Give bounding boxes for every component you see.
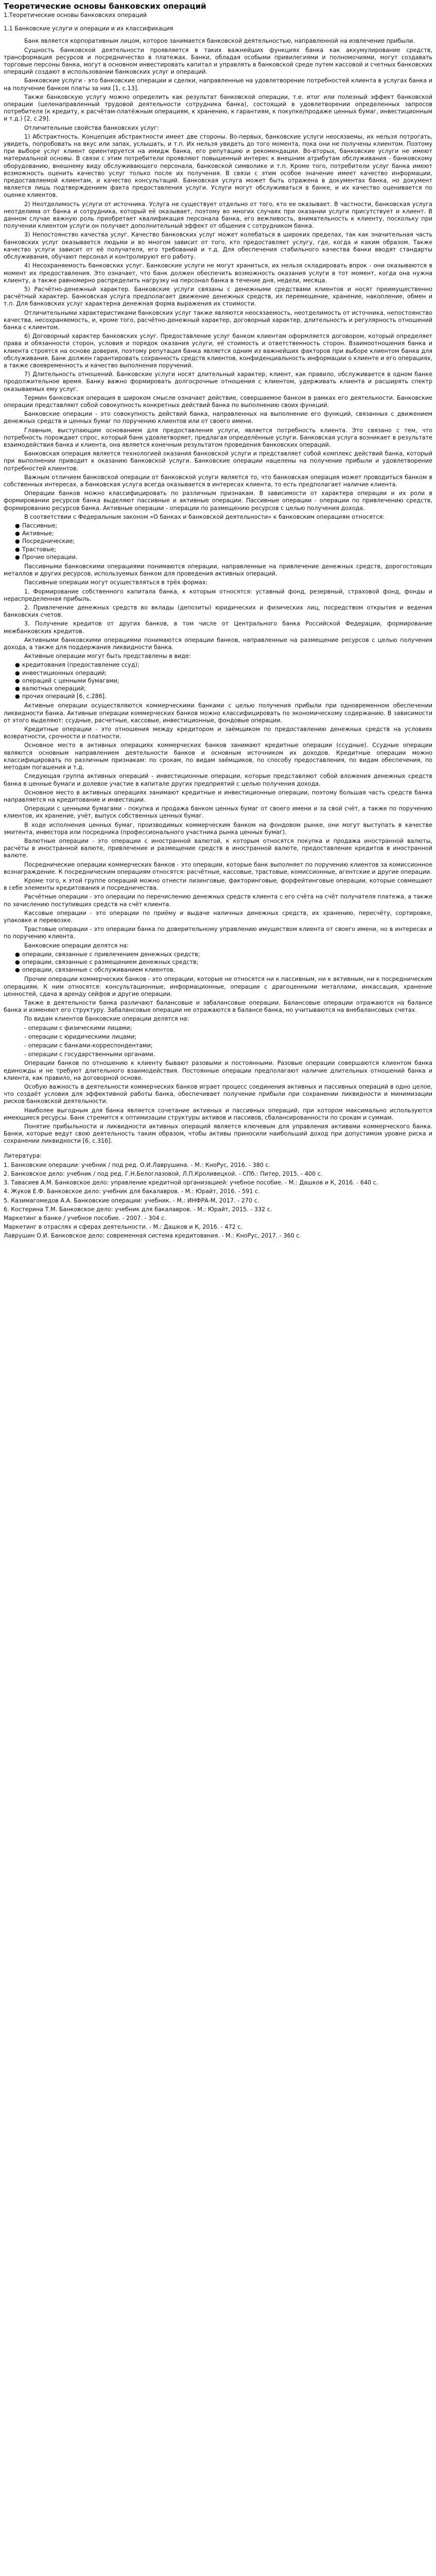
document: [0, 0, 436, 1252]
literature-extra-item: Маркетинг в отраслях и сферах деятельности. - М.: Дашков и К, 2016. - 472 с.: [4, 1224, 243, 1231]
paragraph: Прочие операции коммерческих банков - это операции, которые не относятся ни к пассивным, ни к активным, ни к посредническим операциям. К ним относятся: консультационные, информационные, операции с драгоценными металлами, инкассация, хранение ценностей, сдача в аренду сейфов и другие операции.: [4, 976, 432, 997]
paragraph: 2. Привлечение денежных средств во вклады (депозиты) юридических и физических лиц, посредством открытия и ведения банковских счетов.: [4, 604, 432, 619]
bullet-list: [4, 951, 432, 974]
paragraph: Банк является корпоративным лицом, которое занимается банковской деятельностью, направленной на извлечение прибыли.: [24, 38, 415, 45]
paragraph: Активные операции осуществляются коммерческими банками с целью получения прибыли при одновременном обеспечении ликвидности банка. Активные операции коммерческих банков можно классифицировать по экономическому содержанию. В зависимости от этого выделяют: ссудные, расчетные, кассовые, инвестиционные, фондовые операции.: [4, 702, 432, 724]
paragraph: По видам клиентов банковские операции делятся на:: [24, 1015, 189, 1023]
paragraph: 7) Длительность отношений. Банковские услуги носят длительный характер, клиент, как правило, обслуживается в одном банке продолжительное время. Банку важно формировать долгосрочные отношения с клиентом, удерживать клиента и расширять спектр оказываемых ему услуг.: [4, 371, 432, 393]
paragraph: 6) Договорный характер банковских услуг. Предоставление услуг банком клиентам оформляется договором, который определяет права и обязанности сторон, условия и порядок оказания услуги, её стоимость и ответственность сторон. Взаимоотношения банка и клиента строятся на основе доверия, поэтому репутация банка является одним из важнейших факторов при выборе клиентом банка для обслуживания. Банк должен гарантировать сохранность средств клиентов, конфиденциальность информации о клиенте и его операциях, а также своевременность и качество выполнения поручений.: [4, 333, 432, 369]
list-item: [15, 967, 432, 974]
paragraph: Кассовые операции - это операции по приёму и выдаче наличных денежных средств, их хранению, пересчёту, сортировке, упаковке и перевозке.: [4, 909, 432, 924]
paragraph: Банковская операция является технологией оказания банковской услуги и представляет собой комплекс действий банка, который при выполнении приводит к оказанию банковской услуги. Банковские операции нацелены на получение прибыли и удовлетворение потребностей клиентов.: [4, 450, 432, 472]
list-item: [15, 662, 432, 669]
bullet-icon: ●: [15, 958, 20, 965]
paragraph: Валютные операции - это операции с иностранной валютой, к которым относятся покупка и продажа иностранной валюты, расчёты в иностранной валюте, привлечение и размещение средств в иностранной валюте, предоставление кредитов в иностранной валюте.: [4, 837, 432, 859]
list-item-text: операций с ценными бумагами;: [22, 677, 119, 684]
literature-extra: [4, 1215, 432, 1240]
paragraph: Важным отличием банковской операции от банковской услуги является то, что банковская операция может проводиться банком в собственных интересах, а банковская услуга всегда оказывается в интересах клиента, то есть предполагает наличие клиента.: [4, 473, 432, 488]
bullet-icon: ●: [15, 693, 20, 700]
literature-item: 4. Жуков Е.Ф. Банковское дело: учебник для бакалавров. - М.: Юрайт, 2016. - 591 с.: [4, 1188, 260, 1195]
literature-heading: Литература:: [4, 1152, 42, 1159]
paragraph: Посреднические операции коммерческих банков - это операции, которые банк выполняет по поручению клиентов за комиссионное вознаграждение. К посредническим операциям относятся: расчётные, кассовые, трастовые, комиссионные, агентские и другие операции.: [4, 861, 432, 875]
list-item-text: кредитования (предоставление ссуд);: [22, 662, 139, 669]
paragraph: 2) Неотделимость услуги от источника. Услуга не существует отдельно от того, кто ее оказывает. В частности, банковская услуга неотделима от банка и сотрудника, который её оказывает, поэтому во многих случаях при оказании услуги присутствует и клиент. В данном случае важную роль приобретает квалификация персонала банка, его вежливость, внимательность к клиенту, поскольку при получении клиентом услуги он получает дополнительный эффект от общения с сотрудником банка.: [4, 200, 432, 230]
list-item-text: инвестиционных операций;: [22, 669, 107, 676]
bullet-icon: ●: [15, 669, 20, 676]
paragraph: Банковские операции - это совокупность действий банка, направленных на выполнение его функций, связанных с движением денежных средств и ценных бумаг по поручению клиентов или от своего имени.: [4, 411, 432, 425]
paragraph: Расчётные операции - это операции по перечислению денежных средств клиента с его счёта на счёт получателя платежа, а также по зачислению поступивших средств на счёт клиента.: [4, 893, 432, 908]
paragraph: Термин банковская операция в широком смысле означает действие, совершаемое банком в рамках его деятельности. Банковские операции представляют собой совокупность конкретных действий банка по выполнению своих функций.: [4, 394, 432, 409]
list-item-text: Трастовые;: [22, 546, 57, 553]
paragraph: Следующая группа активных операций - инвестиционные операции, которые представляют собой вложения денежных средств банка в ценные бумаги и долевое участие в капитале других предприятий с целью получения дохода.: [4, 773, 432, 787]
list-item-text: операции, связанные с размещением денежных средств;: [22, 958, 199, 965]
list-item: [15, 530, 432, 537]
list-item: [15, 677, 432, 685]
paragraph: Кредитные операции - это отношения между кредитором и заёмщиком по предоставлению денежных средств на условиях возвратности, срочности и платности.: [4, 726, 432, 740]
list-item-text: Посреднические;: [22, 538, 75, 545]
paragraph: Особую важность в деятельности коммерческих банков играет процесс соединения активных и пассивных операций в одно целое, что создаёт условия для эффективной работы банка, обеспечивает получение прибыли при сохранении ликвидности и минимизации рисков банковской деятельности.: [4, 1083, 432, 1105]
bullet-icon: ●: [15, 951, 20, 958]
literature-extra-item: Маркетинг в банке / учебное пособие. - 2007. - 304 с.: [4, 1215, 166, 1222]
paragraph: Банковские операции делятся на:: [24, 942, 129, 949]
list-item-text: Пассивные;: [22, 522, 58, 529]
bullet-icon: ●: [15, 662, 20, 669]
paragraph: Также в деятельности банка различают балансовые и забалансовые операции. Балансовые операции отражаются на балансе банка и изменяют его структуру. Забалансовые операции не отражаются в балансе банка, но учитываются на внебалансовых счетах.: [4, 999, 432, 1014]
list-item: [15, 669, 432, 677]
bullet-icon: ●: [15, 553, 20, 561]
paragraph: Операции банков можно классифицировать по различным признакам. В зависимости от характера операции и их роли в формировании ресурсов банка выделяют пассивные и активные операции. Пассивные операции - операции по привлечению средств, формированию ресурсов банка. Активные операции - операции по размещению ресурсов с целью получения дохода.: [4, 490, 432, 512]
paragraph: Отличительными характеристиками банковских услуг также являются неосязаемость, неотделимость от источника, непостоянство качества, несохраняемость, и, кроме того, расчётно-денежный характер, договорный характер, длительность и регулярность отношений банка с клиентом.: [4, 309, 432, 331]
paragraph: Активными банковскими операциями понимаются операции банков, направленные на размещение ресурсов с целью получения дохода, а также для поддержания ликвидности банка.: [4, 636, 432, 651]
list-item-text: операции, связанные с привлечением денежных средств;: [22, 951, 200, 958]
paragraph: - операции с банками-корреспондентами;: [24, 1042, 153, 1049]
literature-item: 6. Костерина Т.М. Банковское дело: учебник для бакалавров. - М.: Юрайт, 2015. - 332 с.: [4, 1206, 272, 1213]
bullet-list: [4, 522, 432, 561]
paragraph: Активные операции могут быть представлены в виде:: [24, 653, 191, 660]
bullet-icon: ●: [15, 538, 20, 545]
literature-extra-item: Лаврушин О.И. Банковское дело: современная система кредитования. - М.: КноРус, 2017. - 360 с.: [4, 1232, 302, 1240]
literature-item: 5. Казимагомедов А.А. Банковские операции: учебник. - М.: ИНФРА-М, 2017. - 270 с.: [4, 1197, 259, 1204]
literature-item: 1. Банковские операции: учебник / под ред. О.И.Лаврушина. - М.: КноРус, 2016. - 380 с.: [4, 1161, 271, 1168]
document-body: [4, 38, 432, 1145]
list-item-text: валютных операций;: [22, 685, 86, 692]
list-item: [15, 538, 432, 545]
paragraph: Наиболее выгодным для банка является сочетание активных и пассивных операций, при котором максимально используются имеющиеся ресурсы. Банк стремится к оптимизации структуры активов и пассивов, сбалансированности по срокам и суммам.: [4, 1107, 432, 1121]
bullet-icon: ●: [15, 677, 20, 684]
bullet-list: [4, 662, 432, 700]
paragraph: Трастовые операции - это операции банка по доверительному управлению имуществом клиента от своего имени, но в интересах и по поручению клиента.: [4, 926, 432, 940]
list-item: [15, 685, 432, 692]
bullet-icon: ●: [15, 546, 20, 553]
chapter-heading: 1.Теоретические основы банковских операций: [4, 12, 147, 19]
section-heading: 1.1 Банковские услуги и операции и их классификация: [4, 25, 173, 32]
paragraph: Операции банков по отношению к клиенту бывают разовыми и постоянными. Разовые операции совершаются клиентом банка единожды и не требуют длительного взаимодействия. Постоянные операции предполагают наличие длительных отношений банка и клиента, как правило, на договорной основе.: [4, 1060, 432, 1081]
list-item: [15, 958, 432, 966]
paragraph: В соответствии с Федеральным законом «О банках и банковской деятельности» к банковским операциям относятся:: [24, 513, 385, 520]
paragraph: - операции с физическими лицами;: [24, 1024, 132, 1031]
paragraph: 5) Расчётно-денежный характер. Банковские услуги связаны с денежными средствами клиентов и носят преимущественно расчётный характер. Банковская услуга предполагает движение денежных средств, их перемещение, хранение, накопление, обмен и т.п. Для банковских услуг характерна денежная форма выражения их стоимости.: [4, 285, 432, 308]
paragraph: В ходе исполнения ценных бумаг, производимых коммерческим банком на фондовом рынке, они могут выступать в качестве эмитента, инвестора или посредника (профессионального участника рынка ценных бумаг).: [4, 821, 432, 836]
paragraph: 1. Формирование собственного капитала банка, к которым относятся: уставный фонд, резервный, страховой фонд, фонды и нераспределенная прибыль.: [4, 588, 432, 602]
paragraph: 3. Получение кредитов от других банков, в том числе от Центрального банка Российской Федерации, формирование межбанковских кредитов.: [4, 620, 432, 635]
bullet-icon: ●: [15, 522, 20, 529]
paragraph: Понятие прибыльности и ликвидности активных операций является ключевым для управления активами коммерческого банка. Банки, которые ведут свою деятельность таким образом, чтобы активы приносили наибольший доход при допустимом уровне риска и сохранении ликвидности [6, с.316].: [4, 1123, 432, 1145]
literature-item: 2. Банковское дело: учебник / под ред. Г.Н.Белоглазовой, Л.П.Кроливецкой. - СПб.: Питер, 2015. - 400 с.: [4, 1171, 323, 1178]
list-item-text: прочих операций [6, с.286].: [22, 693, 107, 700]
paragraph: 1) Абстрактность. Концепция абстрактности имеет две стороны. Во-первых, банковские услуги неосязаемы, их нельзя потрогать, увидеть, попробовать на вкус или запах, услышать, и т.п. Их нельзя увидеть до того момента, пока они не получены клиентом. Поэтому при выборе услуг клиент ориентируется на имидж банка, его репутацию и рекомендации. Во-вторых, банковские услуги не имеют материальной основы. В связи с этим потребители проявляют повышенный интерес к внешним атрибутам обслуживания - банковскому оборудованию, внешнему виду обслуживающего персонала, банковской символике и т.п. Кроме того, потребители услуг банка имеют возможность оценить качество услуг только после их получения. В связи с этим особое значение имеет качество информации, предоставляемой клиентам, и качество консультаций. Банковская услуга может быть отражена в документах банка, но документ является лишь подтверждением факта предоставления услуги. Услуги могут обслуживаться в банке, и их качество оценивается по оценке клиентов.: [4, 133, 432, 199]
list-item: [15, 546, 432, 553]
paragraph: - операции с юридическими лицами;: [24, 1033, 137, 1040]
list-item-text: Прочие операции.: [22, 553, 78, 561]
bullet-icon: ●: [15, 685, 20, 692]
literature-list: [4, 1162, 432, 1213]
paragraph: Банковские услуги - это банковские операции и сделки, направленные на удовлетворение потребностей клиента в услугах банка и на получение банком платы за них [1, с.13].: [4, 77, 432, 92]
bullet-icon: ●: [15, 530, 20, 537]
paragraph: 4) Несохраняемость банковских услуг. Банковские услуги не могут храниться, их нельзя складировать впрок - они оказываются в момент их предоставления. Это означает, что банк должен обеспечить возможность оказания услуги в тот момент, когда она нужна клиенту, а также равномерно распределить нагрузку на персонал банка в течение дня, недели, месяца.: [4, 262, 432, 284]
paragraph: Отличительные свойства банковских услуг:: [24, 124, 159, 131]
paragraph: 3) Непостоянство качества услуг. Качество банковских услуг может колебаться в широких пределах, так как значительная часть банковских услуг оказывается людьми и во многом зависит от того, кто предоставляет услугу, где, когда и каким образом. Также качество услуги зависит от её получателя, его требований и т.д. Для обеспечения стабильного качества банки вводят стандарты обслуживания, обучают персонал и контролируют его работу.: [4, 231, 432, 261]
paragraph: Сущность банковской деятельности проявляется в таких важнейших функциях банка как аккумулирование средств, трансформация ресурсов и посредничество в платежах. Банки, обладая особыми привилегиями и полномочиями, могут создавать торговые персоны банка, могут в основном инвестировать капитал и управлять в банковской среде путем кассовой и счетных банковских операций создают в использовании банковских услуг и операций.: [4, 46, 432, 76]
literature-item: 3. Тавасиев А.М. Банковское дело: управление кредитной организацией: учебное пособие. - М.: Дашков и К, 2016. - 640 с.: [4, 1179, 378, 1187]
paragraph: Также банковскую услугу можно определить как результат банковской операции, т.е. итог или полезный эффект банковской операции (целенаправленный трудовой деятельности сотрудника банка), состоящий в удовлетворении определенных запросов потребителя (к кредиту, к расчётам-платёжным операциям, к хранению, к гарантиям, к покупке/продаже ценных бумаг, инвестиционным и т.д.) [2, с.29].: [4, 93, 432, 123]
paragraph: Кроме того, к этой группе операций можно отнести лизинговые, факторинговые, форфейтинговые операции, которые совмещают в себе элементы кредитования и посредничества.: [4, 877, 432, 892]
list-item: [15, 951, 432, 958]
paragraph: Операции с ценными бумагами - покупка и продажа банком ценных бумаг от своего имени и за свой счёт, а также по поручению клиентов, их хранение, учёт, выпуск собственных ценных бумаг.: [4, 805, 432, 820]
list-item-text: операции, связанные с обслуживанием клиентов.: [22, 967, 175, 974]
paragraph: Основное место в активных операциях коммерческих банков занимают кредитные операции (ссудные). Ссудные операции являются основным направлением деятельности банков и основным источником их доходов. Кредитные операции можно классифицировать по различным признакам: по срокам, по видам заёмщиков, по способу предоставления, по видам обеспечения, по методам погашения и т.д.: [4, 742, 432, 771]
paragraph: Основное место в активных операциях занимают кредитные и инвестиционные операции, поэтому большая часть средств банка направляется на кредитование и инвестиции.: [4, 789, 432, 803]
page-title: Теоретические основы банковских операций: [4, 2, 206, 11]
paragraph: Пассивные операции могут осуществляться в трёх формах:: [24, 579, 208, 586]
paragraph: Главным, выступающим основанием для предоставления услуги, является потребность клиента. Это связано с тем, что потребность порождает спрос, который банк удовлетворяет, предлагая определённые услуги. Банковская услуга возникает в результате взаимодействия банка и клиента, она является конечным результатом проведения банковских операций.: [4, 427, 432, 448]
list-item: [15, 522, 432, 530]
paragraph: - операции с государственными органами.: [24, 1051, 155, 1058]
list-item: [15, 553, 432, 561]
list-item: [15, 693, 432, 700]
list-item-text: Активные;: [22, 530, 54, 537]
paragraph: Пассивными банковскими операциями понимаются операции, направленные на привлечение денежных средств, дорогостоящих металлов и других ресурсов, используемых банком для проведения активных операций.: [4, 563, 432, 578]
bullet-icon: ●: [15, 967, 20, 974]
